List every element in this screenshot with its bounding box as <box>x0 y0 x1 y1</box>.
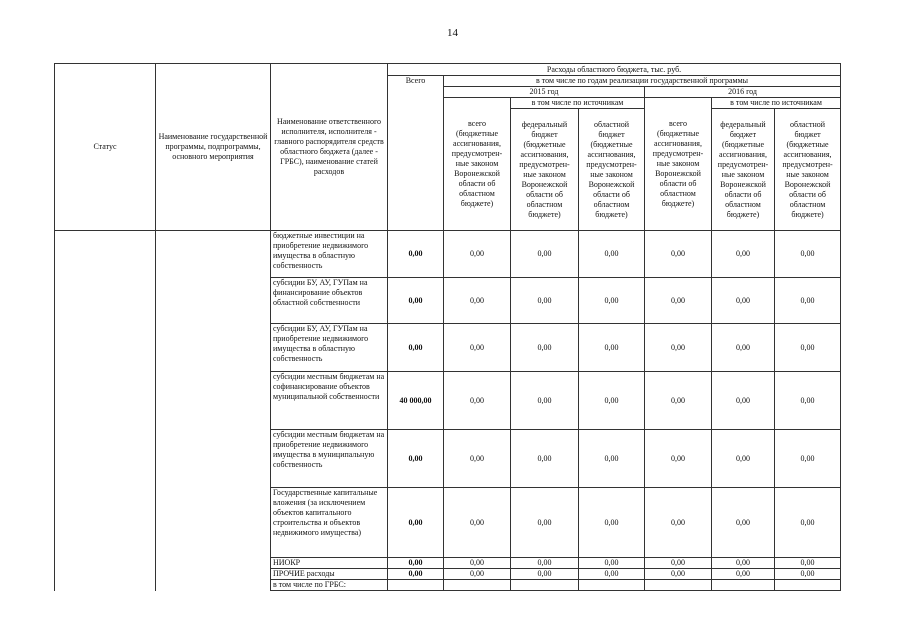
value-2016-all: 0,00 <box>645 372 712 430</box>
header-2016-by-sources: в том числе по источникам <box>712 98 841 109</box>
row-name: ПРОЧИЕ расходы <box>271 569 388 580</box>
row-total: 0,00 <box>388 558 444 569</box>
header-2016-regional: областной бюджет (бюджетные ассигнования, предусмотрен-ные законом Воронежской области об областном бюджете) <box>775 109 841 231</box>
row-name: Государственные капитальные вложения (за исключением объектов капитального строительства и объектов недвижимого имущества) <box>271 488 388 558</box>
row-total: 0,00 <box>388 430 444 488</box>
row-total: 0,00 <box>388 488 444 558</box>
header-executor: Наименование ответственного исполнителя, исполнителя - главного распорядителя средств областного бюджета (далее - ГРБС), наименование статей расходов <box>271 64 388 231</box>
status-cell <box>55 231 156 591</box>
value-2015-federal: 0,00 <box>511 569 579 580</box>
value-2016-federal: 0,00 <box>712 430 775 488</box>
value-2016-regional: 0,00 <box>775 231 841 278</box>
value-2015-federal: 0,00 <box>511 488 579 558</box>
value-2016-regional <box>775 580 841 591</box>
value-2016-regional: 0,00 <box>775 278 841 324</box>
value-2016-federal: 0,00 <box>712 488 775 558</box>
row-total: 0,00 <box>388 324 444 372</box>
row-name: субсидии местным бюджетам на софинансирование объектов муниципальной собственности <box>271 372 388 430</box>
row-name: бюджетные инвестиции на приобретение недвижимого имущества в областную собственность <box>271 231 388 278</box>
value-2015-all: 0,00 <box>444 430 511 488</box>
header-2015-regional: областной бюджет (бюджетные ассигнования, предусмотрен-ные законом Воронежской области об областном бюджете) <box>579 109 645 231</box>
table-row <box>55 231 841 278</box>
value-2015-all: 0,00 <box>444 569 511 580</box>
row-total: 40 000,00 <box>388 372 444 430</box>
header-by-years: в том числе по годам реализации государственной программы <box>444 76 841 87</box>
row-name: в том числе по ГРБС: <box>271 580 388 591</box>
header-2015-all: всего (бюджетные ассигнования, предусмотрен-ные законом Воронежской области об областном бюджете) <box>444 98 511 231</box>
value-2015-regional: 0,00 <box>579 488 645 558</box>
value-2015-federal <box>511 580 579 591</box>
value-2016-federal: 0,00 <box>712 278 775 324</box>
header-expenses-title: Расходы областного бюджета, тыс. руб. <box>388 64 841 76</box>
value-2016-regional: 0,00 <box>775 569 841 580</box>
value-2015-regional: 0,00 <box>579 430 645 488</box>
value-2015-regional: 0,00 <box>579 569 645 580</box>
row-total <box>388 580 444 591</box>
row-total: 0,00 <box>388 278 444 324</box>
value-2015-regional: 0,00 <box>579 324 645 372</box>
value-2015-regional: 0,00 <box>579 558 645 569</box>
header-2015-by-sources: в том числе по источникам <box>511 98 645 109</box>
value-2016-all: 0,00 <box>645 278 712 324</box>
header-status: Статус <box>55 64 156 231</box>
row-name: субсидии БУ, АУ, ГУПам на приобретение недвижимого имущества в областную собственность <box>271 324 388 372</box>
value-2015-all: 0,00 <box>444 231 511 278</box>
value-2016-regional: 0,00 <box>775 430 841 488</box>
value-2015-all: 0,00 <box>444 278 511 324</box>
value-2016-federal: 0,00 <box>712 558 775 569</box>
value-2015-federal: 0,00 <box>511 324 579 372</box>
value-2015-regional: 0,00 <box>579 231 645 278</box>
value-2015-federal: 0,00 <box>511 372 579 430</box>
value-2016-all: 0,00 <box>645 324 712 372</box>
value-2015-all: 0,00 <box>444 324 511 372</box>
row-total: 0,00 <box>388 569 444 580</box>
value-2015-federal: 0,00 <box>511 430 579 488</box>
value-2015-regional <box>579 580 645 591</box>
value-2016-federal: 0,00 <box>712 324 775 372</box>
row-total: 0,00 <box>388 231 444 278</box>
value-2015-regional: 0,00 <box>579 372 645 430</box>
header-2016-all: всего (бюджетные ассигнования, предусмотрен-ные законом Воронежской области об областном бюджете) <box>645 98 712 231</box>
row-name: субсидии БУ, АУ, ГУПам на финансирование объектов областной собственности <box>271 278 388 324</box>
value-2016-regional: 0,00 <box>775 324 841 372</box>
header-2015-federal: федеральный бюджет (бюджетные ассигнования, предусмотрен-ные законом Воронежской области об областном бюджете) <box>511 109 579 231</box>
program-name-cell <box>156 231 271 591</box>
header-year-2015: 2015 год <box>444 87 645 98</box>
value-2015-all: 0,00 <box>444 372 511 430</box>
value-2015-all: 0,00 <box>444 488 511 558</box>
value-2016-regional: 0,00 <box>775 372 841 430</box>
value-2015-federal: 0,00 <box>511 278 579 324</box>
value-2016-federal: 0,00 <box>712 372 775 430</box>
value-2016-regional: 0,00 <box>775 558 841 569</box>
value-2016-federal <box>712 580 775 591</box>
page-number: 14 <box>447 27 458 39</box>
value-2015-federal: 0,00 <box>511 558 579 569</box>
value-2015-all <box>444 580 511 591</box>
budget-table <box>54 63 841 591</box>
value-2016-all: 0,00 <box>645 569 712 580</box>
value-2016-all: 0,00 <box>645 231 712 278</box>
value-2016-federal: 0,00 <box>712 569 775 580</box>
value-2015-regional: 0,00 <box>579 278 645 324</box>
header-2016-federal: федеральный бюджет (бюджетные ассигнования, предусмотрен-ные законом Воронежской области об областном бюджете) <box>712 109 775 231</box>
value-2015-all: 0,00 <box>444 558 511 569</box>
value-2015-federal: 0,00 <box>511 231 579 278</box>
header-total: Всего <box>388 76 444 231</box>
value-2016-all: 0,00 <box>645 558 712 569</box>
value-2016-federal: 0,00 <box>712 231 775 278</box>
value-2016-regional: 0,00 <box>775 488 841 558</box>
row-name: субсидии местным бюджетам на приобретение недвижимого имущества в муниципальную собственность <box>271 430 388 488</box>
value-2016-all: 0,00 <box>645 430 712 488</box>
value-2016-all <box>645 580 712 591</box>
header-program-name: Наименование государственной программы, подпрограммы, основного мероприятия <box>156 64 271 231</box>
value-2016-all: 0,00 <box>645 488 712 558</box>
row-name: НИОКР <box>271 558 388 569</box>
header-year-2016: 2016 год <box>645 87 841 98</box>
